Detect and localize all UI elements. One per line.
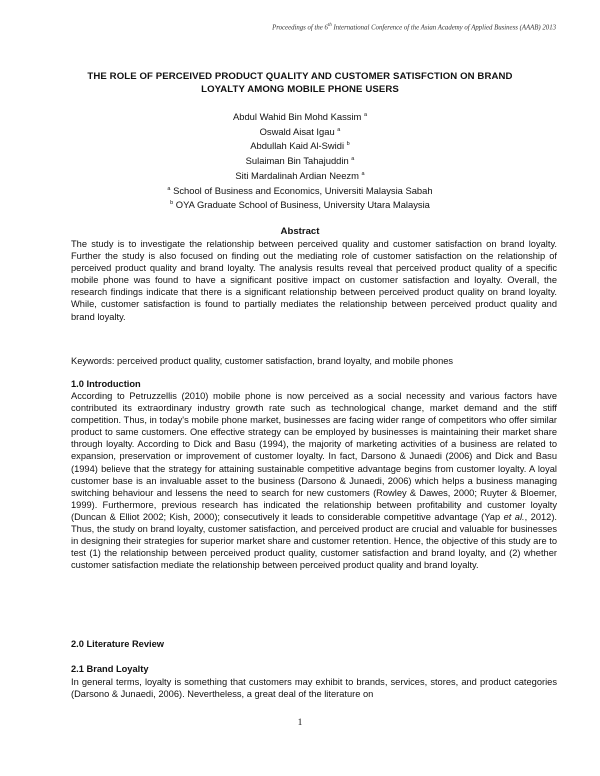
section-heading-literature-review: 2.0 Literature Review	[71, 639, 165, 649]
page-number: 1	[297, 718, 303, 728]
affiliation-line: $^b$ OYA Graduate School of Business, University Utara Malaysia	[170, 199, 430, 211]
author-line: Abdullah Kaid Al-Swidi $^b$	[250, 140, 350, 152]
subsection-heading-brand-loyalty: 2.1 Brand Loyalty	[71, 664, 149, 674]
author-line: Abdul Wahid Bin Mohd Kassim $^a$	[232, 111, 368, 123]
abstract-heading: Abstract	[280, 226, 320, 237]
paper-title: THE ROLE OF PERCEIVED PRODUCT QUALITY AND CUSTOMER SATISFCTION ON BRAND LOYALTY AMONG MOBILE PHONE USERS	[87, 71, 513, 95]
keywords-line: Keywords: perceived product quality, customer satisfaction, brand loyalty, and mobile phones	[71, 356, 454, 366]
affiliation-line: $^a$ School of Business and Economics, Universiti Malaysia Sabah	[167, 184, 433, 196]
abstract-text: The study is to investigate the relationship between perceived quality and customer satisfaction on brand loyalty. Further the study is also focused on finding out the mediating role of customer satisfaction on the relationship of perceived product quality and brand loyalty. The analysis results reveal that perceived product quality of a specific mobile phone was found to have a significant positive impact on customer satisfaction and loyalty. Overall, the research findings indicate that there is a significant relationship between perceived product quality on brand loyalty. While, customer satisfaction is found to partially mediates the relationship between perceived product quality and brand loyalty.	[71, 239, 557, 322]
author-line: Siti Mardalinah Ardian Neezm $^a$	[235, 170, 365, 181]
running-header: Proceedings of the 6th International Conference of the Asian Academy of Applied Business (AAAB) 2013	[272, 23, 556, 32]
author-block	[120, 109, 480, 212]
author-line: Sulaiman Bin Tahajuddin $^a$	[245, 155, 355, 167]
section-heading-introduction: 1.0 Introduction	[71, 379, 141, 389]
brand-loyalty-text: In general terms, loyalty is something that customers may exhibit to brands, services, stores, and product categories (Darsono & Junaedi, 2006). Nevertheless, a great deal of the literature on	[71, 677, 557, 700]
author-line: Oswald Aisat Igau $^a$	[259, 125, 341, 137]
introduction-text: According to Petruzzellis (2010) mobile phone is now perceived as a social necessity and various factors have contributed its extraordinary industry growth rate such as technological change, market demand and the stiff competition. Thus, in today's mobile phone market, businesses are facing wider range of competitors who offer similar product to same customers. One effective strategy can be employed by businesses is maintaining their market share through loyalty. According to Dick and Basu (1994), the majority of marketing activities of a business are related to expansion, preservation or improvement of customer loyalty. In fact, Darsono & Junaedi (2006) and Dick and Basu (1994) believe that the strategy for attaining sustainable competitive advantage begins from customer loyalty. A loyal customer base is an invaluable asset to the business (Darsono & Junaedi, 2006) which helps a business managing switching behaviour and lessens the need to search for new customers (Rowley & Dawes, 2000; Ruyter & Bloemer, 1999). Furthermore, previous research has indicated the relationship between profitability and customer loyalty (Duncan & Elliot 2002; Kish, 2000); consecutively it leads to considerable competitive advantage (Yap et al., 2012). Thus, the study on brand loyalty, customer satisfaction, and perceived product are crucial and valuable for businesses in designing their strategies for superior market share and customer retention. Hence, the objective of this study are to test (1) the relationship between perceived product quality, customer satisfaction and brand loyalty, and (2) whether customer satisfaction mediate the relationship between perceived product quality and brand loyalty.	[71, 391, 558, 571]
